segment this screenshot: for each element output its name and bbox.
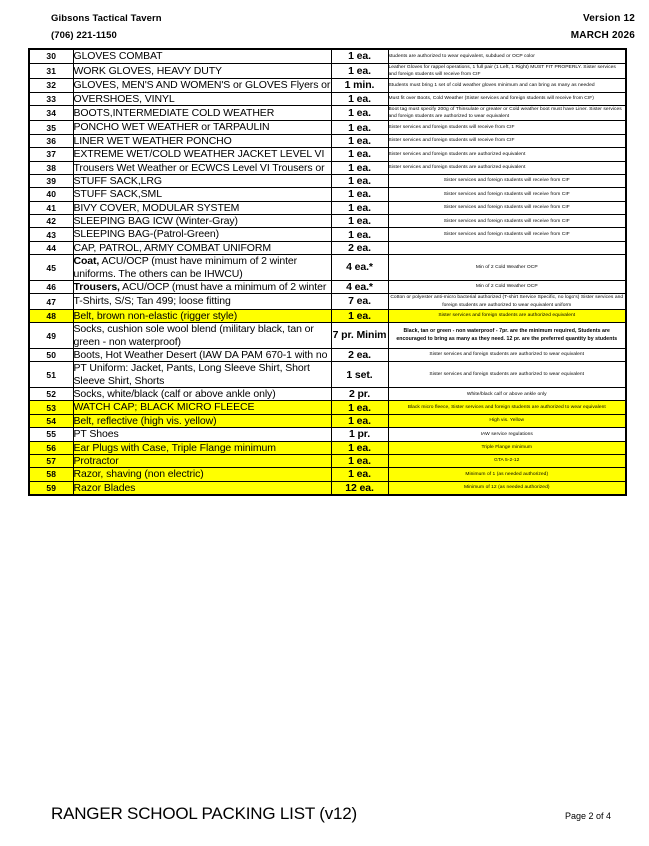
row-note: Min of 2 Cold Weather OCP [388, 280, 626, 293]
row-item-description: GLOVES COMBAT [73, 49, 331, 63]
row-note: Students must bring 1 set of cold weather gloves minimum and can bring as many as needed [388, 79, 626, 92]
row-item-description: PT Uniform: Jacket, Pants, Long Sleeve Shirt, Short Sleeve Shirt, Shorts [73, 362, 331, 388]
table-row [29, 414, 626, 427]
table-row [29, 388, 626, 401]
row-number: 39 [29, 174, 73, 187]
row-note: Sister services and foreign students are authorized to wear equivalent [388, 362, 626, 388]
table-row [29, 428, 626, 441]
row-note: Must fit over Boots, Cold Weather (Sister services and foreign students will receive from CIF) [388, 92, 626, 105]
row-item-rest: ACU/OCP (must have minimum of 2 winter uniforms. The others can be IHWCU) [73, 255, 298, 280]
row-number: 54 [29, 414, 73, 427]
row-quantity: 1 pr. [331, 428, 388, 441]
row-quantity: 1 ea. [331, 441, 388, 454]
table-row [29, 362, 626, 388]
table-row [29, 481, 626, 495]
row-item-description: EXTREME WET/COLD WEATHER JACKET LEVEL VI [73, 148, 331, 161]
org-phone: (706) 221-1150 [51, 29, 117, 41]
row-number: 30 [29, 49, 73, 63]
row-item-description: STUFF SACK,LRG [73, 174, 331, 187]
row-item-description: Belt, reflective (high vis. yellow) [73, 414, 331, 427]
row-note: Sister services and foreign students are authorized equivalent [388, 309, 626, 322]
row-note: White/black calf or above ankle only [388, 388, 626, 401]
row-number: 45 [29, 255, 73, 281]
row-note: Min of 2 Cold Weather OCP [388, 255, 626, 281]
table-row [29, 241, 626, 254]
table-row [29, 188, 626, 201]
row-quantity: 4 ea.* [331, 255, 388, 281]
page-footer [0, 804, 649, 824]
row-number: 52 [29, 388, 73, 401]
row-quantity: 2 ea. [331, 348, 388, 361]
row-number: 47 [29, 294, 73, 310]
row-number: 38 [29, 161, 73, 174]
header-contact-block [51, 11, 162, 44]
table-row [29, 309, 626, 322]
row-quantity: 2 pr. [331, 388, 388, 401]
row-note: IAW service regulations [388, 428, 626, 441]
table-row [29, 161, 626, 174]
row-quantity: 1 ea. [331, 201, 388, 214]
table-row [29, 174, 626, 187]
row-item-description: WATCH CAP; BLACK MICRO FLEECE [73, 401, 331, 414]
row-note: Cotton or polyester anti-micro bacterial authorized (T-shirt Service Specific, no logo's) Sister services and foreign students are authorized to wear equivalent uniform [388, 294, 626, 310]
row-note: Minimum of 12 (as needed authorized) [388, 481, 626, 495]
row-number: 51 [29, 362, 73, 388]
header-version-block [571, 11, 639, 44]
table-row [29, 280, 626, 293]
row-item-description: Ear Plugs with Case, Triple Flange minimum [73, 441, 331, 454]
row-number: 55 [29, 428, 73, 441]
row-item-description: BOOTS,INTERMEDIATE COLD WEATHER [73, 105, 331, 121]
row-note: Sister services and foreign students will receive from CIF [388, 121, 626, 134]
row-note: Leather Gloves for rappel operations, 1 full pair (1 Left, 1 Right) MUST FIT PROPERLY. Sister services and foreign students will receive from CIF [388, 63, 626, 79]
table-row [29, 92, 626, 105]
table-row [29, 121, 626, 134]
row-item-emphasis: Coat, [73, 255, 100, 268]
row-number: 56 [29, 441, 73, 454]
row-note: Sister services and foreign students will receive from CIF [388, 188, 626, 201]
date-label: MARCH 2026 [570, 29, 635, 41]
row-quantity: 1 set. [331, 362, 388, 388]
table-row [29, 105, 626, 121]
row-item-description: OVERSHOES, VINYL [73, 92, 331, 105]
row-quantity: 1 ea. [331, 161, 388, 174]
row-note: Sister services and foreign students will receive from CIF [388, 201, 626, 214]
row-quantity: 1 ea. [331, 228, 388, 241]
table-row [29, 228, 626, 241]
table-row [29, 294, 626, 310]
row-number: 41 [29, 201, 73, 214]
table-row [29, 323, 626, 349]
row-number: 44 [29, 241, 73, 254]
row-item-description: LINER WET WEATHER PONCHO [73, 134, 331, 147]
table-row [29, 49, 626, 63]
row-item-description [73, 280, 331, 293]
table-row [29, 134, 626, 147]
table-row [29, 79, 626, 92]
row-item-description: Socks, white/black (calf or above ankle only) [73, 388, 331, 401]
table-row [29, 63, 626, 79]
row-quantity: 4 ea.* [331, 280, 388, 293]
row-item-description: GLOVES, MEN'S AND WOMEN'S or GLOVES Flyers or [73, 79, 331, 92]
row-quantity: 1 ea. [331, 121, 388, 134]
row-number: 57 [29, 454, 73, 467]
row-note: Sister services and foreign students will receive from CIF [388, 228, 626, 241]
row-number: 36 [29, 134, 73, 147]
table-row [29, 454, 626, 467]
table-row [29, 201, 626, 214]
row-number: 32 [29, 79, 73, 92]
row-note: Sister services and foreign students are authorized equivalent [388, 161, 626, 174]
row-quantity: 1 ea. [331, 63, 388, 79]
row-item-description: PT Shoes [73, 428, 331, 441]
row-note: Sister services and foreign students are authorized to wear equivalent [388, 348, 626, 361]
row-quantity: 1 ea. [331, 468, 388, 481]
row-quantity: 1 ea. [331, 49, 388, 63]
row-number: 59 [29, 481, 73, 495]
row-quantity: 1 ea. [331, 148, 388, 161]
row-item-description: Protractor [73, 454, 331, 467]
row-number: 40 [29, 188, 73, 201]
footer-page-number: Page 2 of 4 [564, 811, 611, 821]
row-note: Triple Flange minimum [388, 441, 626, 454]
row-number: 58 [29, 468, 73, 481]
row-number: 31 [29, 63, 73, 79]
packing-list-table [28, 48, 627, 496]
row-item-description: Razor, shaving (non electric) [73, 468, 331, 481]
table-row [29, 468, 626, 481]
row-quantity: 1 ea. [331, 188, 388, 201]
row-item-description: Trousers Wet Weather or ECWCS Level VI Trousers or [73, 161, 331, 174]
row-quantity: 1 min. [331, 79, 388, 92]
row-item-description: WORK GLOVES, HEAVY DUTY [73, 63, 331, 79]
row-item-description: SLEEPING BAG ICW (Winter-Gray) [73, 215, 331, 228]
table-row [29, 348, 626, 361]
row-quantity: 1 ea. [331, 134, 388, 147]
row-number: 48 [29, 309, 73, 322]
page-header [0, 0, 649, 48]
row-quantity: 7 ea. [331, 294, 388, 310]
row-note: Black micro fleece, Sister services and foreign students are authorized to wear equivalent [388, 401, 626, 414]
row-note: Sister services and foreign students will receive from CIF [388, 134, 626, 147]
row-quantity: 1 ea. [331, 174, 388, 187]
row-number: 37 [29, 148, 73, 161]
row-item-description: T-Shirts, S/S; Tan 499; loose fitting [73, 294, 331, 310]
table-row [29, 401, 626, 414]
row-item-description: BIVY COVER, MODULAR SYSTEM [73, 201, 331, 214]
row-quantity: 1 ea. [331, 92, 388, 105]
row-item-rest: ACU/OCP (must have a minimum of 2 winter [119, 280, 327, 293]
row-number: 33 [29, 92, 73, 105]
row-item-description: CAP, PATROL, ARMY COMBAT UNIFORM [73, 241, 331, 254]
row-item-description: STUFF SACK,SML [73, 188, 331, 201]
row-item-emphasis: Trousers, [73, 280, 120, 293]
row-number: 50 [29, 348, 73, 361]
row-quantity: 12 ea. [331, 481, 388, 495]
row-quantity: 1 ea. [331, 309, 388, 322]
packing-list-body [29, 49, 626, 495]
row-number: 42 [29, 215, 73, 228]
row-number: 46 [29, 280, 73, 293]
table-row [29, 148, 626, 161]
row-note: Sister services and foreign students are authorized equivalent [388, 148, 626, 161]
row-quantity: 7 pr. Minim [331, 323, 388, 349]
row-note: Sister services and foreign students will receive from CIF [388, 215, 626, 228]
table-row [29, 255, 626, 281]
table-row [29, 215, 626, 228]
row-quantity: 1 ea. [331, 105, 388, 121]
row-note: GTA 5-2-12 [388, 454, 626, 467]
row-item-description: Boots, Hot Weather Desert (IAW DA PAM 670-1 with no [73, 348, 331, 361]
row-number: 43 [29, 228, 73, 241]
packing-list-table-wrapper [0, 48, 649, 496]
row-item-description: SLEEPING BAG-(Patrol-Green) [73, 228, 331, 241]
org-name: Gibsons Tactical Tavern [51, 13, 162, 24]
row-quantity: 2 ea. [331, 241, 388, 254]
row-number: 34 [29, 105, 73, 121]
row-note: students are authorized to wear equivalent, subdued or OCP color [388, 49, 626, 63]
row-item-description: Socks, cushion sole wool blend (military black, tan or green - non waterproof) [73, 323, 331, 349]
table-row [29, 441, 626, 454]
row-quantity: 1 ea. [331, 215, 388, 228]
row-number: 53 [29, 401, 73, 414]
row-item-description [73, 255, 331, 281]
row-number: 35 [29, 121, 73, 134]
row-item-description: PONCHO WET WEATHER or TARPAULIN [73, 121, 331, 134]
row-quantity: 1 ea. [331, 454, 388, 467]
row-number: 49 [29, 323, 73, 349]
row-note: High vis. Yellow [388, 414, 626, 427]
footer-title: RANGER SCHOOL PACKING LIST (v12) [51, 804, 357, 823]
row-item-description: Razor Blades [73, 481, 331, 495]
version-label: Version 12 [582, 13, 635, 24]
row-quantity: 1 ea. [331, 401, 388, 414]
row-item-description: Belt, brown non-elastic (rigger style) [73, 309, 331, 322]
row-note: Sister services and foreign students will receive from CIF [388, 174, 626, 187]
row-note: Minimum of 1 (as needed authorized) [388, 468, 626, 481]
row-note [388, 241, 626, 254]
row-quantity: 1 ea. [331, 414, 388, 427]
row-note: Black, tan or green - non waterproof - 7pr. are the minimum required, Students are encouraged to bring as many as they need. 12 pr. are the preferred quantity by students [388, 323, 626, 349]
row-note: Boot tag must specify 200g of Thinsulate or greater or Cold weather boot must have Liner. Sister services and foreign students are authorized to wear equivalent [388, 105, 626, 121]
